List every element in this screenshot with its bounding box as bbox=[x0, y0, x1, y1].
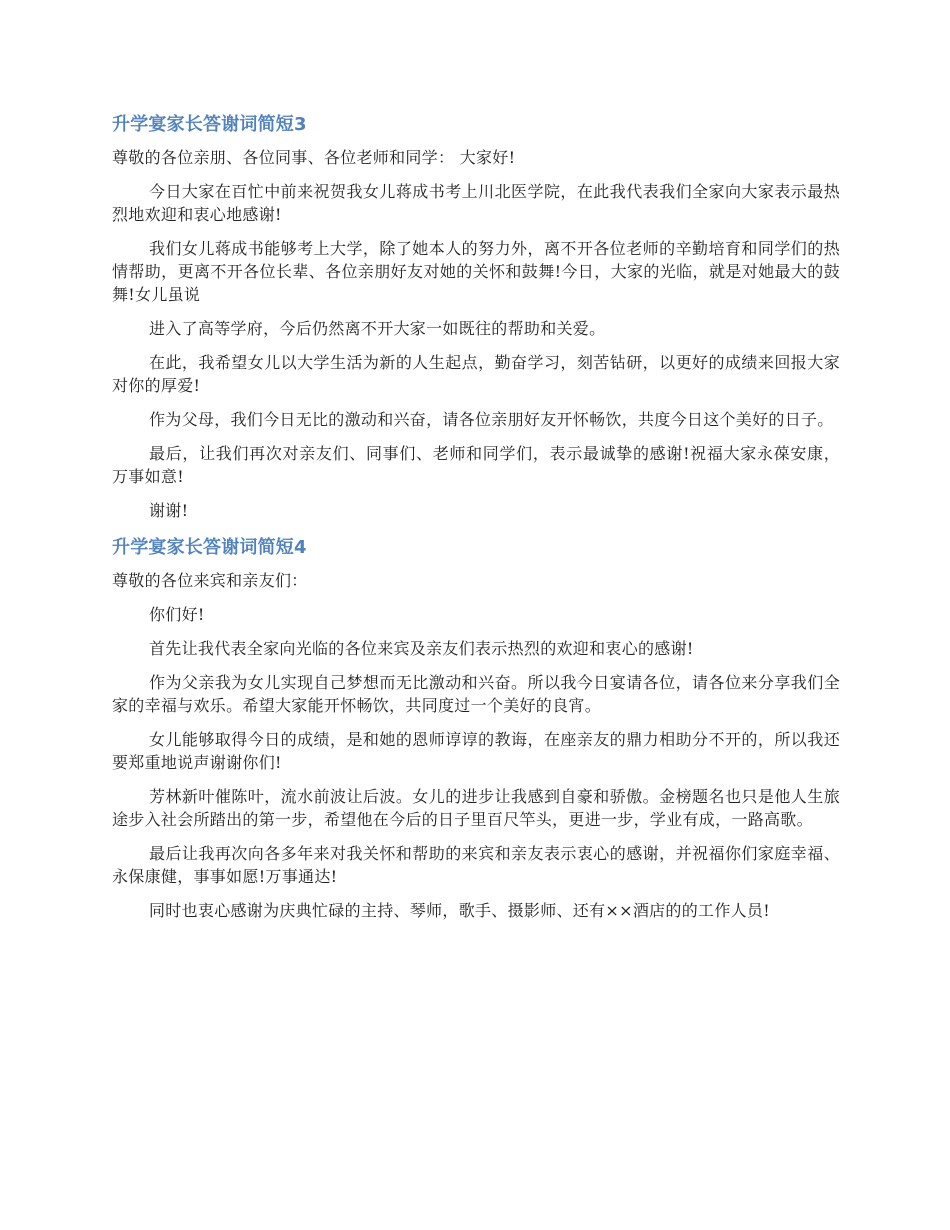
section-3-paragraph-3: 进入了高等学府，今后仍然离不开大家一如既往的帮助和关爱。 bbox=[149, 319, 606, 338]
section-4-paragraph-5: 芳林新叶催陈叶，流水前波让后波。女儿的进步让我感到自豪和骄傲。金榜题名也只是他人生旅途步入社会所踏出的第一步，希望他在今后的日子里百尺竿头，更进一步，学业有成，一路高歌。 bbox=[112, 787, 840, 829]
section-4-paragraph-3: 作为父亲我为女儿实现自己梦想而无比激动和兴奋。所以我今日宴请各位，请各位来分享我们全家的幸福与欢乐。希望大家能开怀畅饮，共同度过一个美好的良宵。 bbox=[112, 673, 840, 715]
document-page bbox=[112, 110, 840, 933]
section-4-heading: 升学宴家长答谢词简短4 bbox=[112, 537, 307, 558]
section-4-greeting: 尊敬的各位来宾和亲友们： bbox=[112, 571, 308, 590]
section-3-paragraph-2: 我们女儿蒋成书能够考上大学，除了她本人的努力外，离不开各位老师的辛勤培育和同学们的热情帮助，更离不开各位长辈、各位亲朋好友对她的关怀和鼓舞!今日，大家的光临，就是对她最大的鼓舞!女儿虽说 bbox=[112, 239, 840, 304]
section-4-paragraph-2: 首先让我代表全家向光临的各位来宾及亲友们表示热烈的欢迎和衷心的感谢! bbox=[149, 639, 694, 658]
section-3-paragraph-4: 在此，我希望女儿以大学生活为新的人生起点，勤奋学习，刻苦钻研，以更好的成绩来回报大家对你的厚爱! bbox=[112, 353, 840, 395]
section-4-paragraph-4: 女儿能够取得今日的成绩，是和她的恩师谆谆的教诲，在座亲友的鼎力相助分不开的，所以我还要郑重地说声谢谢你们! bbox=[112, 730, 840, 772]
section-3-closing: 谢谢! bbox=[149, 501, 189, 520]
section-4-paragraph-1: 你们好! bbox=[149, 605, 205, 624]
section-3-paragraph-5: 作为父母，我们今日无比的激动和兴奋，请各位亲朋好友开怀畅饮，共度今日这个美好的日子。 bbox=[149, 410, 834, 429]
section-3-greeting: 尊敬的各位亲朋、各位同事、各位老师和同学： 大家好! bbox=[112, 148, 516, 167]
section-3-heading: 升学宴家长答谢词简短3 bbox=[112, 114, 307, 135]
section-3-paragraph-1: 今日大家在百忙中前来祝贺我女儿蒋成书考上川北医学院，在此我代表我们全家向大家表示最热烈地欢迎和衷心地感谢! bbox=[112, 182, 840, 224]
section-4-paragraph-6: 最后让我再次向各多年来对我关怀和帮助的来宾和亲友表示衷心的感谢，并祝福你们家庭幸福、永保康健，事事如愿!万事通达! bbox=[112, 844, 840, 886]
section-3-paragraph-6: 最后，让我们再次对亲友们、同事们、老师和同学们，表示最诚挚的感谢!祝福大家永葆安康，万事如意! bbox=[112, 444, 840, 486]
section-4-paragraph-7: 同时也衷心感谢为庆典忙碌的主持、琴师，歌手、摄影师、还有××酒店的的工作人员! bbox=[149, 901, 770, 920]
